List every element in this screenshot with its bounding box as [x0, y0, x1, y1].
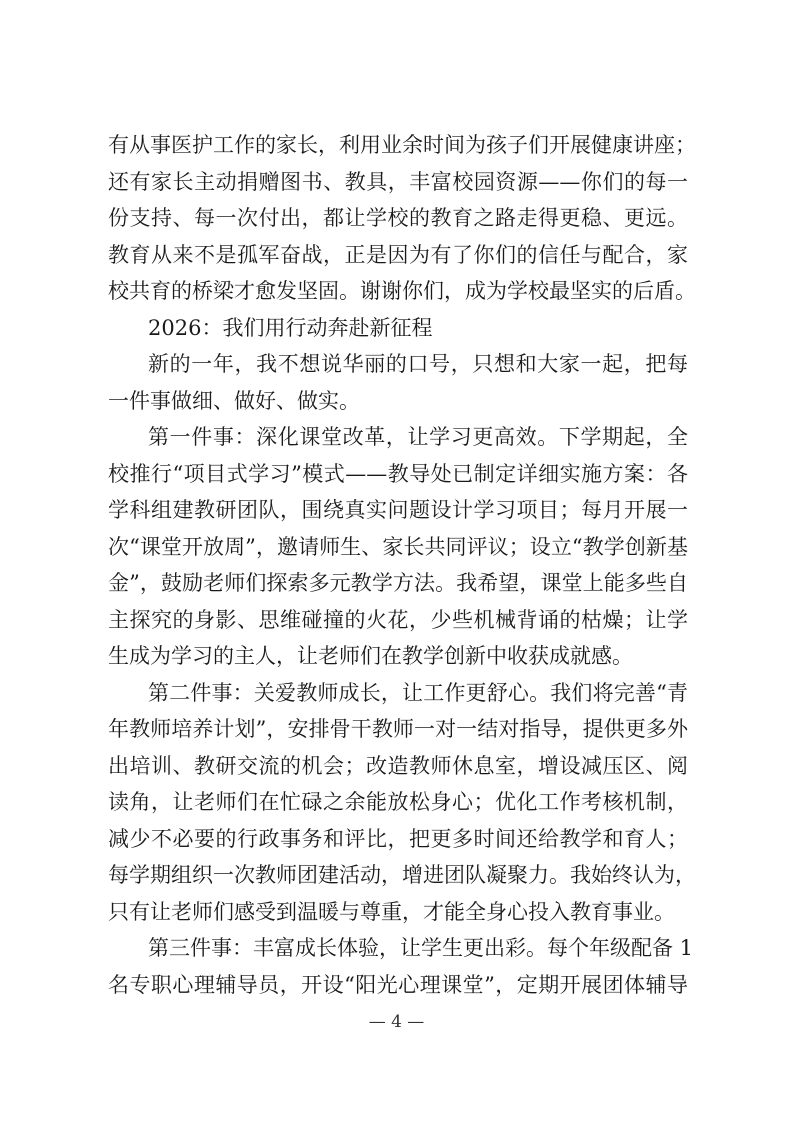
text-line: 有从事医护工作的家长，利用业余时间为孩子们开展健康讲座； — [108, 133, 696, 157]
text-line: 每学期组织一次教师团建活动，增进团队凝聚力。我始终认为， — [108, 863, 696, 887]
text-line: 减少不必要的行政事务和评比，把更多时间还给教学和育人； — [108, 826, 688, 851]
text-line: 一件事做细、做好、做实。 — [108, 388, 360, 413]
text-line: 第二件事：关爱教师成长，让工作更舒心。我们将完善“青 — [148, 680, 688, 705]
text-line: 读角，让老师们在忙碌之余能放松身心；优化工作考核机制， — [108, 790, 688, 814]
text-line: 金”，鼓励老师们探索多元教学方法。我希望，课堂上能多些自 — [108, 571, 688, 595]
text-line: 校推行“项目式学习”模式——教导处已制定详细实施方案：各 — [108, 461, 688, 486]
text-line: 只有让老师们感受到温暖与尊重，才能全身心投入教育事业。 — [108, 899, 675, 924]
text-line: 主探究的身影、思维碰撞的火花，少些机械背诵的枯燥；让学 — [108, 607, 688, 632]
page-number: — 4 — — [368, 1012, 425, 1032]
text-line: 第一件事：深化课堂改革，让学习更高效。下学期起，全 — [148, 425, 688, 449]
text-line: 年教师培养计划”，安排骨干教师一对一结对指导，提供更多外 — [108, 717, 688, 741]
text-line: 生成为学习的主人，让老师们在教学创新中收获成就感。 — [108, 644, 633, 668]
text-line: 名专职心理辅导员，开设“阳光心理课堂”，定期开展团体辅导 — [108, 972, 688, 997]
text-line: 校共育的桥梁才愈发坚固。谢谢你们，成为学校最坚实的后盾。 — [108, 279, 696, 303]
text-line: 还有家长主动捐赠图书、教具，丰富校园资源——你们的每一 — [108, 169, 688, 194]
text-line: 教育从来不是孤军奋战，正是因为有了你们的信任与配合，家 — [108, 242, 688, 267]
text-line: 新的一年，我不想说华丽的口号，只想和大家一起，把每 — [148, 352, 688, 376]
text-line: 次“课堂开放周”，邀请师生、家长共同评议；设立“教学创新基 — [108, 534, 688, 559]
text-line: 出培训、教研交流的机会；改造教师休息室，增设减压区、阅 — [108, 753, 688, 778]
text-line: 份支持、每一次付出，都让学校的教育之路走得更稳、更远。 — [108, 206, 688, 230]
body-text — [108, 127, 696, 1003]
section-heading: 2026：我们用行动奔赴新征程 — [148, 315, 433, 340]
text-line: 第三件事：丰富成长体验，让学生更出彩。每个年级配备 1 — [148, 936, 694, 960]
text-line: 学科组建教研团队，围绕真实问题设计学习项目；每月开展一 — [108, 498, 688, 522]
